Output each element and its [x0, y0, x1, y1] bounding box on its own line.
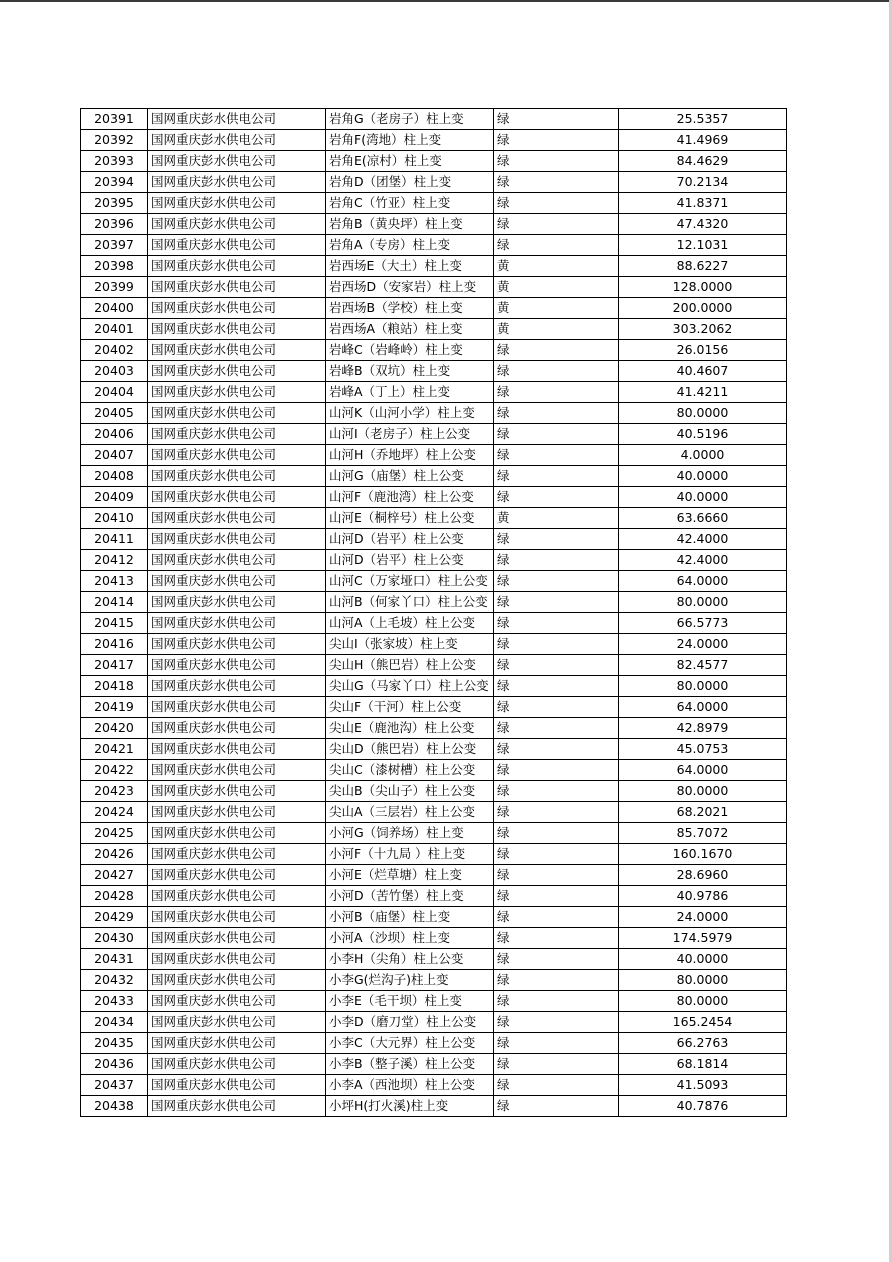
row-id-cell: 20430 — [81, 928, 148, 949]
company-cell: 国网重庆彭水供电公司 — [148, 193, 326, 214]
row-id-cell: 20432 — [81, 970, 148, 991]
status-cell: 黄 — [494, 298, 619, 319]
table-row — [81, 739, 787, 760]
transformer-name-cell: 尖山I（张家坡）柱上变 — [326, 634, 494, 655]
status-cell: 绿 — [494, 529, 619, 550]
status-cell: 绿 — [494, 1012, 619, 1033]
value-cell: 80.0000 — [619, 991, 787, 1012]
table-row — [81, 1075, 787, 1096]
status-cell: 绿 — [494, 760, 619, 781]
company-cell: 国网重庆彭水供电公司 — [148, 361, 326, 382]
table-row — [81, 550, 787, 571]
status-cell: 绿 — [494, 130, 619, 151]
transformer-name-cell: 岩峰C（岩峰岭）柱上变 — [326, 340, 494, 361]
transformer-name-cell: 岩峰B（双坑）柱上变 — [326, 361, 494, 382]
table-row — [81, 571, 787, 592]
status-cell: 绿 — [494, 781, 619, 802]
status-cell: 绿 — [494, 1075, 619, 1096]
transformer-name-cell: 尖山C（漆树槽）柱上公变 — [326, 760, 494, 781]
transformer-name-cell: 小河A（沙坝）柱上变 — [326, 928, 494, 949]
value-cell: 40.0000 — [619, 466, 787, 487]
status-cell: 绿 — [494, 340, 619, 361]
transformer-name-cell: 山河D（岩平）柱上公变 — [326, 529, 494, 550]
company-cell: 国网重庆彭水供电公司 — [148, 1033, 326, 1054]
value-cell: 174.5979 — [619, 928, 787, 949]
company-cell: 国网重庆彭水供电公司 — [148, 739, 326, 760]
value-cell: 303.2062 — [619, 319, 787, 340]
table-row — [81, 655, 787, 676]
transformer-name-cell: 小河B（庙堡）柱上变 — [326, 907, 494, 928]
transformer-name-cell: 山河B（何家丫口）柱上公变 — [326, 592, 494, 613]
company-cell: 国网重庆彭水供电公司 — [148, 697, 326, 718]
company-cell: 国网重庆彭水供电公司 — [148, 949, 326, 970]
transformer-name-cell: 岩角B（黄央坪）柱上变 — [326, 214, 494, 235]
table-row — [81, 487, 787, 508]
table-row — [81, 1033, 787, 1054]
company-cell: 国网重庆彭水供电公司 — [148, 214, 326, 235]
row-id-cell: 20428 — [81, 886, 148, 907]
company-cell: 国网重庆彭水供电公司 — [148, 634, 326, 655]
company-cell: 国网重庆彭水供电公司 — [148, 319, 326, 340]
company-cell: 国网重庆彭水供电公司 — [148, 907, 326, 928]
value-cell: 80.0000 — [619, 781, 787, 802]
company-cell: 国网重庆彭水供电公司 — [148, 403, 326, 424]
company-cell: 国网重庆彭水供电公司 — [148, 823, 326, 844]
value-cell: 45.0753 — [619, 739, 787, 760]
value-cell: 40.7876 — [619, 1096, 787, 1117]
transformer-name-cell: 山河E（桐梓号）柱上公变 — [326, 508, 494, 529]
status-cell: 绿 — [494, 193, 619, 214]
status-cell: 绿 — [494, 487, 619, 508]
value-cell: 26.0156 — [619, 340, 787, 361]
row-id-cell: 20403 — [81, 361, 148, 382]
transformer-name-cell: 尖山A（三层岩）柱上公变 — [326, 802, 494, 823]
company-cell: 国网重庆彭水供电公司 — [148, 277, 326, 298]
table-row — [81, 403, 787, 424]
value-cell: 80.0000 — [619, 970, 787, 991]
table-row — [81, 130, 787, 151]
table-row — [81, 634, 787, 655]
row-id-cell: 20410 — [81, 508, 148, 529]
transformer-name-cell: 小李B（整子溪）柱上公变 — [326, 1054, 494, 1075]
transformer-name-cell: 尖山G（马家丫口）柱上公变 — [326, 676, 494, 697]
status-cell: 绿 — [494, 823, 619, 844]
value-cell: 25.5357 — [619, 109, 787, 130]
table-row — [81, 529, 787, 550]
transformer-name-cell: 岩角G（老房子）柱上变 — [326, 109, 494, 130]
row-id-cell: 20424 — [81, 802, 148, 823]
table-row — [81, 340, 787, 361]
row-id-cell: 20395 — [81, 193, 148, 214]
transformer-name-cell: 山河C（万家垭口）柱上公变 — [326, 571, 494, 592]
transformer-load-table — [80, 108, 787, 1117]
value-cell: 40.9786 — [619, 886, 787, 907]
transformer-name-cell: 岩角A（专房）柱上变 — [326, 235, 494, 256]
status-cell: 绿 — [494, 928, 619, 949]
row-id-cell: 20433 — [81, 991, 148, 1012]
row-id-cell: 20431 — [81, 949, 148, 970]
transformer-name-cell: 岩西场D（安家岩）柱上变 — [326, 277, 494, 298]
company-cell: 国网重庆彭水供电公司 — [148, 760, 326, 781]
table-row — [81, 256, 787, 277]
transformer-name-cell: 山河G（庙堡）柱上公变 — [326, 466, 494, 487]
transformer-name-cell: 小河F（十九局 ）柱上变 — [326, 844, 494, 865]
row-id-cell: 20417 — [81, 655, 148, 676]
table-row — [81, 949, 787, 970]
status-cell: 绿 — [494, 571, 619, 592]
table-row — [81, 172, 787, 193]
value-cell: 66.2763 — [619, 1033, 787, 1054]
status-cell: 绿 — [494, 991, 619, 1012]
page-top-border — [0, 0, 892, 2]
company-cell: 国网重庆彭水供电公司 — [148, 340, 326, 361]
value-cell: 24.0000 — [619, 634, 787, 655]
status-cell: 绿 — [494, 613, 619, 634]
value-cell: 28.6960 — [619, 865, 787, 886]
transformer-name-cell: 岩西场E（大土）柱上变 — [326, 256, 494, 277]
row-id-cell: 20396 — [81, 214, 148, 235]
transformer-name-cell: 山河A（上毛坡）柱上公变 — [326, 613, 494, 634]
row-id-cell: 20407 — [81, 445, 148, 466]
row-id-cell: 20397 — [81, 235, 148, 256]
value-cell: 165.2454 — [619, 1012, 787, 1033]
transformer-name-cell: 小李E（毛干坝）柱上变 — [326, 991, 494, 1012]
status-cell: 绿 — [494, 676, 619, 697]
status-cell: 绿 — [494, 844, 619, 865]
transformer-name-cell: 山河H（乔地坪）柱上公变 — [326, 445, 494, 466]
value-cell: 80.0000 — [619, 676, 787, 697]
row-id-cell: 20419 — [81, 697, 148, 718]
transformer-name-cell: 小李A（西池坝）柱上公变 — [326, 1075, 494, 1096]
value-cell: 68.2021 — [619, 802, 787, 823]
transformer-name-cell: 尖山B（尖山子）柱上公变 — [326, 781, 494, 802]
value-cell: 200.0000 — [619, 298, 787, 319]
company-cell: 国网重庆彭水供电公司 — [148, 970, 326, 991]
status-cell: 黄 — [494, 508, 619, 529]
value-cell: 80.0000 — [619, 403, 787, 424]
transformer-name-cell: 小河D（苦竹堡）柱上变 — [326, 886, 494, 907]
value-cell: 64.0000 — [619, 760, 787, 781]
status-cell: 绿 — [494, 235, 619, 256]
table-row — [81, 970, 787, 991]
table-row — [81, 592, 787, 613]
table-row — [81, 235, 787, 256]
value-cell: 41.5093 — [619, 1075, 787, 1096]
row-id-cell: 20404 — [81, 382, 148, 403]
table-row — [81, 991, 787, 1012]
company-cell: 国网重庆彭水供电公司 — [148, 1054, 326, 1075]
value-cell: 82.4577 — [619, 655, 787, 676]
row-id-cell: 20398 — [81, 256, 148, 277]
status-cell: 绿 — [494, 970, 619, 991]
table-row — [81, 676, 787, 697]
transformer-name-cell: 山河D（岩平）柱上公变 — [326, 550, 494, 571]
status-cell: 绿 — [494, 697, 619, 718]
row-id-cell: 20392 — [81, 130, 148, 151]
value-cell: 40.0000 — [619, 487, 787, 508]
status-cell: 绿 — [494, 445, 619, 466]
table-row — [81, 886, 787, 907]
table-row — [81, 613, 787, 634]
table-row — [81, 445, 787, 466]
table-row — [81, 928, 787, 949]
transformer-name-cell: 小李C（大元界）柱上公变 — [326, 1033, 494, 1054]
row-id-cell: 20401 — [81, 319, 148, 340]
row-id-cell: 20435 — [81, 1033, 148, 1054]
row-id-cell: 20411 — [81, 529, 148, 550]
value-cell: 41.4969 — [619, 130, 787, 151]
value-cell: 42.4000 — [619, 529, 787, 550]
transformer-name-cell: 岩角E(凉村）柱上变 — [326, 151, 494, 172]
table-row — [81, 781, 787, 802]
transformer-name-cell: 尖山D（熊巴岩）柱上公变 — [326, 739, 494, 760]
row-id-cell: 20418 — [81, 676, 148, 697]
row-id-cell: 20438 — [81, 1096, 148, 1117]
company-cell: 国网重庆彭水供电公司 — [148, 172, 326, 193]
status-cell: 绿 — [494, 865, 619, 886]
row-id-cell: 20420 — [81, 718, 148, 739]
row-id-cell: 20416 — [81, 634, 148, 655]
row-id-cell: 20408 — [81, 466, 148, 487]
company-cell: 国网重庆彭水供电公司 — [148, 109, 326, 130]
status-cell: 绿 — [494, 1096, 619, 1117]
status-cell: 绿 — [494, 403, 619, 424]
value-cell: 40.0000 — [619, 949, 787, 970]
row-id-cell: 20399 — [81, 277, 148, 298]
table-row — [81, 109, 787, 130]
table-row — [81, 466, 787, 487]
row-id-cell: 20406 — [81, 424, 148, 445]
value-cell: 41.4211 — [619, 382, 787, 403]
status-cell: 绿 — [494, 214, 619, 235]
transformer-name-cell: 尖山E（鹿池沟）柱上公变 — [326, 718, 494, 739]
value-cell: 85.7072 — [619, 823, 787, 844]
row-id-cell: 20402 — [81, 340, 148, 361]
status-cell: 绿 — [494, 1033, 619, 1054]
table-row — [81, 802, 787, 823]
row-id-cell: 20437 — [81, 1075, 148, 1096]
row-id-cell: 20400 — [81, 298, 148, 319]
table-row — [81, 1096, 787, 1117]
value-cell: 64.0000 — [619, 697, 787, 718]
table-row — [81, 277, 787, 298]
value-cell: 4.0000 — [619, 445, 787, 466]
table-row — [81, 865, 787, 886]
status-cell: 绿 — [494, 109, 619, 130]
table-row — [81, 151, 787, 172]
value-cell: 160.1670 — [619, 844, 787, 865]
value-cell: 47.4320 — [619, 214, 787, 235]
table-row — [81, 424, 787, 445]
row-id-cell: 20434 — [81, 1012, 148, 1033]
row-id-cell: 20413 — [81, 571, 148, 592]
transformer-name-cell: 岩西场A（粮站）柱上变 — [326, 319, 494, 340]
status-cell: 绿 — [494, 886, 619, 907]
company-cell: 国网重庆彭水供电公司 — [148, 1096, 326, 1117]
value-cell: 80.0000 — [619, 592, 787, 613]
row-id-cell: 20423 — [81, 781, 148, 802]
row-id-cell: 20427 — [81, 865, 148, 886]
table-row — [81, 718, 787, 739]
value-cell: 64.0000 — [619, 571, 787, 592]
company-cell: 国网重庆彭水供电公司 — [148, 151, 326, 172]
company-cell: 国网重庆彭水供电公司 — [148, 571, 326, 592]
transformer-name-cell: 岩角C（竹亚）柱上变 — [326, 193, 494, 214]
value-cell: 41.8371 — [619, 193, 787, 214]
company-cell: 国网重庆彭水供电公司 — [148, 991, 326, 1012]
company-cell: 国网重庆彭水供电公司 — [148, 655, 326, 676]
status-cell: 绿 — [494, 361, 619, 382]
table-row — [81, 697, 787, 718]
company-cell: 国网重庆彭水供电公司 — [148, 487, 326, 508]
transformer-name-cell: 小河E（烂草塘）柱上变 — [326, 865, 494, 886]
status-cell: 绿 — [494, 550, 619, 571]
table-row — [81, 844, 787, 865]
row-id-cell: 20393 — [81, 151, 148, 172]
table-row — [81, 298, 787, 319]
value-cell: 40.5196 — [619, 424, 787, 445]
transformer-name-cell: 尖山F（干河）柱上公变 — [326, 697, 494, 718]
row-id-cell: 20436 — [81, 1054, 148, 1075]
company-cell: 国网重庆彭水供电公司 — [148, 382, 326, 403]
transformer-name-cell: 岩峰A（丁上）柱上变 — [326, 382, 494, 403]
value-cell: 68.1814 — [619, 1054, 787, 1075]
table-row — [81, 319, 787, 340]
value-cell: 84.4629 — [619, 151, 787, 172]
transformer-name-cell: 山河I（老房子）柱上公变 — [326, 424, 494, 445]
transformer-name-cell: 山河F（鹿池湾）柱上公变 — [326, 487, 494, 508]
status-cell: 绿 — [494, 718, 619, 739]
row-id-cell: 20394 — [81, 172, 148, 193]
status-cell: 黄 — [494, 277, 619, 298]
row-id-cell: 20425 — [81, 823, 148, 844]
status-cell: 绿 — [494, 424, 619, 445]
company-cell: 国网重庆彭水供电公司 — [148, 613, 326, 634]
table-row — [81, 823, 787, 844]
row-id-cell: 20422 — [81, 760, 148, 781]
row-id-cell: 20429 — [81, 907, 148, 928]
transformer-name-cell: 岩角F(湾地）柱上变 — [326, 130, 494, 151]
row-id-cell: 20426 — [81, 844, 148, 865]
company-cell: 国网重庆彭水供电公司 — [148, 1012, 326, 1033]
status-cell: 绿 — [494, 592, 619, 613]
row-id-cell: 20414 — [81, 592, 148, 613]
status-cell: 黄 — [494, 256, 619, 277]
value-cell: 88.6227 — [619, 256, 787, 277]
company-cell: 国网重庆彭水供电公司 — [148, 508, 326, 529]
status-cell: 绿 — [494, 1054, 619, 1075]
status-cell: 绿 — [494, 172, 619, 193]
table-row — [81, 382, 787, 403]
transformer-name-cell: 山河K（山河小学）柱上变 — [326, 403, 494, 424]
transformer-name-cell: 岩西场B（学校）柱上变 — [326, 298, 494, 319]
company-cell: 国网重庆彭水供电公司 — [148, 235, 326, 256]
table-row — [81, 361, 787, 382]
company-cell: 国网重庆彭水供电公司 — [148, 592, 326, 613]
company-cell: 国网重庆彭水供电公司 — [148, 529, 326, 550]
value-cell: 24.0000 — [619, 907, 787, 928]
transformer-name-cell: 小李G(烂沟子)柱上变 — [326, 970, 494, 991]
company-cell: 国网重庆彭水供电公司 — [148, 445, 326, 466]
row-id-cell: 20415 — [81, 613, 148, 634]
value-cell: 42.8979 — [619, 718, 787, 739]
row-id-cell: 20409 — [81, 487, 148, 508]
table-row — [81, 214, 787, 235]
value-cell: 128.0000 — [619, 277, 787, 298]
company-cell: 国网重庆彭水供电公司 — [148, 928, 326, 949]
company-cell: 国网重庆彭水供电公司 — [148, 844, 326, 865]
value-cell: 12.1031 — [619, 235, 787, 256]
transformer-name-cell: 岩角D（团堡）柱上变 — [326, 172, 494, 193]
transformer-name-cell: 小河G（饲养场）柱上变 — [326, 823, 494, 844]
status-cell: 绿 — [494, 634, 619, 655]
status-cell: 绿 — [494, 382, 619, 403]
value-cell: 40.4607 — [619, 361, 787, 382]
value-cell: 42.4000 — [619, 550, 787, 571]
status-cell: 绿 — [494, 151, 619, 172]
company-cell: 国网重庆彭水供电公司 — [148, 256, 326, 277]
company-cell: 国网重庆彭水供电公司 — [148, 1075, 326, 1096]
status-cell: 绿 — [494, 655, 619, 676]
status-cell: 绿 — [494, 949, 619, 970]
status-cell: 绿 — [494, 466, 619, 487]
company-cell: 国网重庆彭水供电公司 — [148, 424, 326, 445]
company-cell: 国网重庆彭水供电公司 — [148, 718, 326, 739]
status-cell: 绿 — [494, 802, 619, 823]
company-cell: 国网重庆彭水供电公司 — [148, 676, 326, 697]
company-cell: 国网重庆彭水供电公司 — [148, 865, 326, 886]
company-cell: 国网重庆彭水供电公司 — [148, 886, 326, 907]
status-cell: 绿 — [494, 739, 619, 760]
value-cell: 63.6660 — [619, 508, 787, 529]
status-cell: 黄 — [494, 319, 619, 340]
table-row — [81, 508, 787, 529]
table-row — [81, 760, 787, 781]
table-row — [81, 193, 787, 214]
row-id-cell: 20421 — [81, 739, 148, 760]
table-row — [81, 1054, 787, 1075]
row-id-cell: 20391 — [81, 109, 148, 130]
transformer-name-cell: 尖山H（熊巴岩）柱上公变 — [326, 655, 494, 676]
table-row — [81, 1012, 787, 1033]
company-cell: 国网重庆彭水供电公司 — [148, 466, 326, 487]
value-cell: 66.5773 — [619, 613, 787, 634]
company-cell: 国网重庆彭水供电公司 — [148, 781, 326, 802]
company-cell: 国网重庆彭水供电公司 — [148, 298, 326, 319]
transformer-name-cell: 小李D（磨刀堂）柱上公变 — [326, 1012, 494, 1033]
status-cell: 绿 — [494, 907, 619, 928]
company-cell: 国网重庆彭水供电公司 — [148, 802, 326, 823]
company-cell: 国网重庆彭水供电公司 — [148, 550, 326, 571]
value-cell: 70.2134 — [619, 172, 787, 193]
transformer-name-cell: 小坪H(打火溪)柱上变 — [326, 1096, 494, 1117]
table-row — [81, 907, 787, 928]
transformer-name-cell: 小李H（尖角）柱上公变 — [326, 949, 494, 970]
row-id-cell: 20405 — [81, 403, 148, 424]
row-id-cell: 20412 — [81, 550, 148, 571]
company-cell: 国网重庆彭水供电公司 — [148, 130, 326, 151]
table-body — [81, 109, 787, 1117]
